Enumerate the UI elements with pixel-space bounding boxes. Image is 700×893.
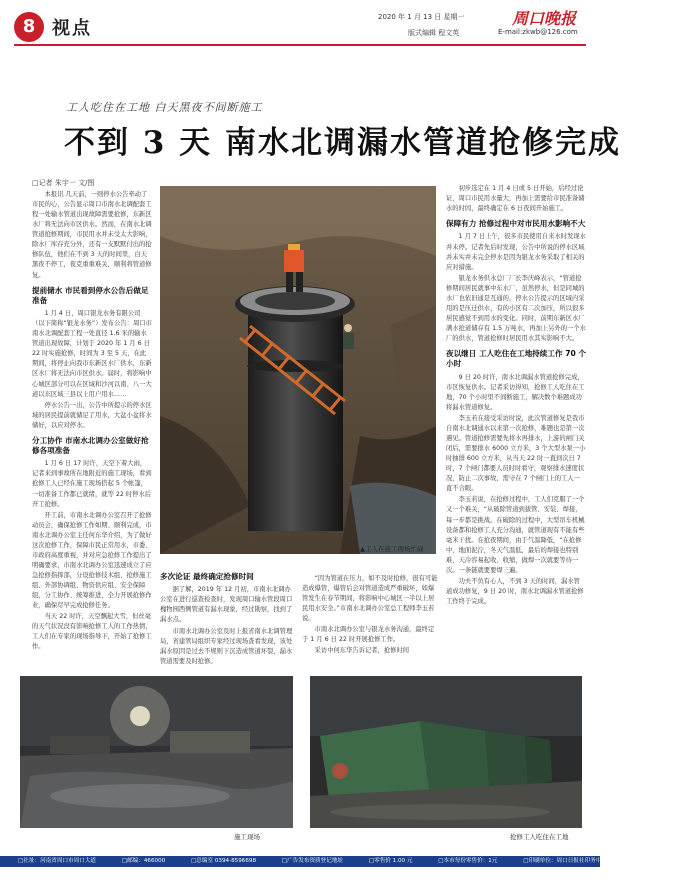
footer-local-price: □本市每份零售价：1元 [438, 858, 498, 864]
main-photo-repair-site [160, 186, 436, 554]
article-column-1 [32, 190, 152, 660]
article-byline: □记者 朱宇一 文/图 [32, 179, 95, 187]
paragraph: 1 月 7 日上午，很多市民使用自来水时发现水并未停。记者先后时发现，公告中所说的停水区域并未实并未完全停水是因为银龙水务采取了相关的应对措施。 [446, 233, 586, 271]
paragraph: 银龙水务供水总厂厂长李庆峰表示，“管道抢修期间居民就事中东水厂，虽然停水，但是同城的水厂也依旧通是互通的，停水公告提示的区域内采用的是压迁供水，有的小区有二次加压，所以很多居民感觉不到用水的变化。同时，前期东新区水厂满水抢道储存有 1.5 万吨水，再加上另外的一个水厂的供水，管道抢修时居民用水其实影响不大。 [446, 274, 586, 343]
article-column-3 [302, 574, 438, 662]
paragraph: 当天 22 时许，天空飘起大雪，但丝毫的天气状况没有影响抢修工人的工作热情，工人们在专家的现场指导下，开始了抢修工作。 [32, 613, 152, 651]
bottom-photo-night-site [20, 676, 293, 828]
subheading-5: 多次论证 最终确定抢修时间 [160, 572, 254, 581]
paragraph: 初步选定在 1 月 4 日或 5 日开始，后经过论证，周口市民用水量大，再加上需要给市民准备储水的时间，最终确定在 6 日夜间开始施工。 [446, 185, 585, 213]
footer-printer-address: □地址：周口日报社院内 [632, 858, 694, 864]
paragraph: 1 月 4 日，周口银龙水务有限公司（以下简称“银龙水务”）发布公告：周口市南水北调配套工程一处直径 1.6 米的输水管道出现故障，计划于 2020 年 1 月 6 日 22 时实施抢修，时间为 3 至 5 天，在此期间，将停止向我市东新区水厂供水，东新区水厂将无法向市区供水。届时，将影响中心城区部分可以在区域和沙河以南、八一大道以东区域三县以上用户用水…… [32, 310, 152, 398]
subheading-3: 保障有力 抢修过程中对市民用水影响不大 [446, 219, 586, 229]
page-number-badge: 8 [14, 12, 44, 42]
paragraph: 据了解，2019 年 12 月初，市南水北调办公室在进行巡查检查时，发现周口输水管段周口槐物园西侧管道有漏水现象，经过勘察，找到了漏水点。 [160, 586, 293, 624]
paragraph: 停水公告一出，公告中所提示的停水区域的居民提前就储足了用水，大盆小盆将水储好，以应对停水。 [32, 401, 152, 429]
paragraph: 市南水北调办公室及时上报省南水北调管理局，省建管局组织专家经过现场查看发现，该处漏水原因是过去不规则下沉造成管道坏裂，漏水管道需要及时抢修。 [160, 627, 293, 665]
intro-paragraph: 本报讯 几天前，一则停水公告牵动了市民的心，公告显示周口市南水北调配套工程一处输水管道出现故障需要抢修，东新区水厂将无法向市区供水。然而，在南水北调管道抢修期间，市民用水并未受太大影响，除水厂库存充分外，还有一支默默付出的抢修队伍，他们在不到 3 天的时间里，白天黑夜不停工，夜克重重难关，顺利将管道修复。 [32, 191, 152, 279]
article-column-4 [446, 184, 586, 664]
footer-postcode: □邮编：466000 [121, 858, 166, 864]
article-kicker: 工人吃住在工地 白天黑夜不间断施工 [66, 101, 263, 114]
main-photo-illustration [160, 186, 436, 554]
paragraph: 开工前，市南水北调办公室召开了抢修动员会，确保抢修工作如期、顺利完成，市南水北调办公室主任何东华介绍，为了做好这次抢修工作，保障市民正常用水，市委、市政府高度重视，并对应急抢修工作提出了明确要求，市南水北调办公室迅速成立了应急抢修指挥部，分设抢修技术组、抢修施工组、外部协调组、物资供应组、安全保障组，分工协作、统筹推进，全力开展抢修作业，确保尽早完成抢修任务。 [32, 511, 152, 610]
footer-phone: □总编室 0394-8596698 [191, 858, 257, 864]
issue-date: 2020 年 1 月 13 日 星期一 [378, 13, 465, 21]
worker-tents-illustration [310, 676, 582, 828]
paragraph: 市南水北调办公室与银龙水务沟通，最终定于 1 月 6 日 22 时开展抢修工作。 [302, 626, 435, 644]
footer-price: □零售价 1.00 元 [368, 858, 413, 864]
paragraph: 采访中何东华告诉记者，抢修时间 [314, 647, 410, 655]
paragraph: “因为管道在压力，如不及时抢修，很有可能造成爆管，爆管后会对管道造成严重破坏，如爆管发生在春节期间，将影响中心城区一半以上居民用水安全。”市南水北调办公室总工程师李玉若说。 [302, 575, 438, 623]
paragraph: 李玉若在接受采访时说，此次管道修复是我市自南水北调通水以来第一次抢修，难题也是第一次遇见。管道抢修需要先将水再排水，上游的闸门关闭后，需要排水 6000 立方米，3 个大型水泵一小时抽排 600 立方米，从当天 22 时一直到次日 7 时，7 个闸门都要人员时时看守，观察排水速度状况，防止二次事故，需守在 7 个闸门上的工人一直不合眼。 [446, 414, 586, 493]
newspaper-logo: 周口晚报 [512, 9, 577, 28]
bottom-right-caption: 抢修工人吃住在工地 [510, 833, 569, 841]
bottom-left-caption: 施工现场 [234, 833, 260, 841]
paragraph: 1 月 6 日 17 时许，天空下着大雨，记者来到事故所在地附近的施工现场，看到抢修工人已经在施工现场搭起 5 个帐篷，一切准备工作都已就绪，就等 22 时停水后开工抢修。 [32, 460, 152, 508]
layout-editor: 版式编辑 程文英 [408, 29, 460, 37]
paragraph: 李玉若说，在抢修过程中，工人们克服了一个又一个难关，“从破除管道到拔管、安装、焊接，每一步都是挑战。在破除的过程中，大型吊车机械设备都和抢修工人充分沟通，就管道现有不能有些毫米干扰。在抢夜期间，由于气温降低，“在抢修中，地面泥泞，冬天气温低，最后的焊接也特别难，天冷容易起收、收缩，做焊一次就要等待一次。一条链就要要焊三遍。 [446, 496, 585, 574]
article-headline: 不到 3 天 南水北调漏水管道抢修完成 [64, 125, 621, 161]
footer-printer: □印刷单位：周口日报社印务中心 [523, 858, 607, 864]
footer-bar [0, 856, 694, 867]
article-column-2 [160, 562, 295, 665]
contact-email: E-mail:zkwb@126.com [498, 28, 578, 36]
main-photo-caption: ▲工人在施工现场忙碌 [360, 545, 424, 553]
night-site-illustration [20, 676, 293, 828]
subheading-4: 夜以继日 工人吃住在工地持续工作 70 个小时 [446, 349, 586, 369]
bottom-photo-worker-tents [310, 676, 582, 828]
footer-address: □社址：河南省周口市周口大道 [18, 858, 97, 864]
paragraph: 功夫不负有心人，不到 3 天的时间，漏水管道成功修复，9 日 20 时，南水北调漏水管道抢修工作终于完成。 [446, 577, 584, 605]
subheading-1: 提前储水 市民看到停水公告后做足准备 [32, 285, 149, 305]
header-divider [14, 44, 586, 46]
section-title: 视点 [52, 18, 92, 39]
paragraph: 9 日 20 时许，南水北调漏水管道抢修完成，市区恢复供水。记者采访得知，抢修工人吃住在工地，70 个小时里不间断施工，解决数个难题成功将漏水管道修复。 [446, 373, 585, 411]
footer-ad-license: □广告发布资质登记地址 [281, 858, 344, 864]
subheading-2: 分工协作 市南水北调办公室做好抢修各项准备 [32, 435, 149, 456]
